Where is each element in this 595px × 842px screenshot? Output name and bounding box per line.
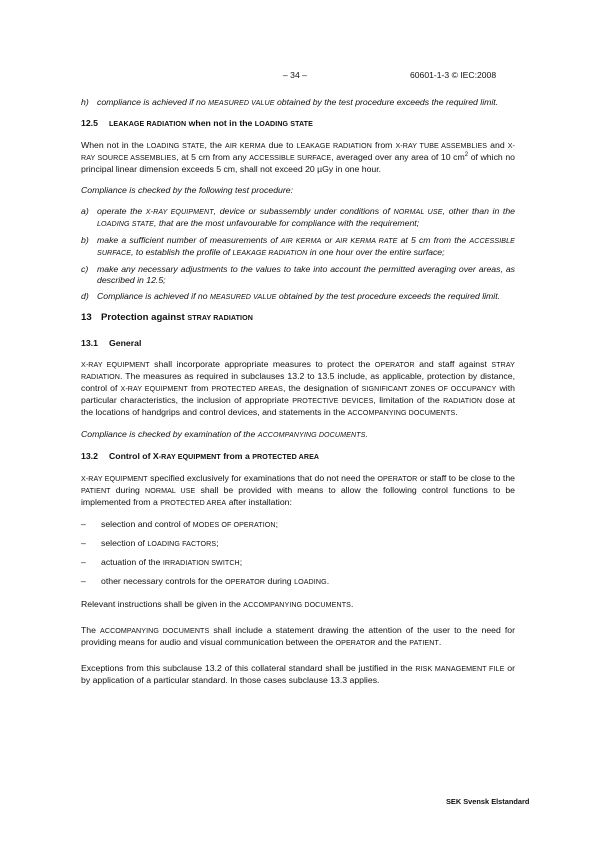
dash-marker: –	[81, 557, 86, 567]
dash-item-irradiation-switch: – actuation of the IRRADIATION SWITCH;	[81, 557, 243, 567]
list-item-a: a) operate the X-RAY EQUIPMENT, device or subassembly under conditions of NORMAL USE, other than in the LOADING STATE, that are the most unfavourable for compliance with the requirement;	[81, 206, 516, 228]
paragraph-12-5: When not in the LOADING STATE, the AIR KERMA due to LEAKAGE RADIATION from X-RAY TUBE ASSEMBLIES and X-RAY SOURCE ASSEMBLIES, at 5 cm from any ACCESSIBLE SURFACE, averaged over any area of 10 $cm^2$ of which no principal linear dimension exceeds 5 cm, shall not exceed 20 µGy in one hour.	[81, 140, 516, 174]
list-marker: d)	[81, 291, 89, 301]
paragraph-13-2: X-RAY EQUIPMENT specified exclusively for examinations that do not need the OPERATOR or staff to be close to the PATIENT during NORMAL USE shall be provided with means to allow the following control functions to be implemented from a PROTECTED AREA after installation:	[81, 473, 516, 507]
list-marker: h)	[81, 97, 89, 107]
list-item-c: c) make any necessary adjustments to the values to take into account the permitted averaging over areas, as described in 12.5;	[81, 264, 515, 285]
dash-item-modes: – selection and control of MODES OF OPERATION;	[81, 519, 279, 529]
list-marker: b)	[81, 235, 89, 245]
footer-publisher: SEK Svensk Elstandard	[446, 797, 530, 806]
list-marker: a)	[81, 206, 89, 216]
paragraph-exceptions: Exceptions from this subclause 13.2 of this collateral standard shall be justified in the RISK MANAGEMENT FILE or by application of a particular standard. In those cases subclause 13.3 applies.	[81, 663, 516, 685]
dash-marker: –	[81, 519, 86, 529]
page-body	[81, 97, 515, 696]
paragraph-relevant-instructions: Relevant instructions shall be given in the ACCOMPANYING DOCUMENTS.	[81, 599, 354, 609]
dash-marker: –	[81, 576, 86, 586]
dash-marker: –	[81, 538, 86, 548]
dash-item-loading-factors: – selection of LOADING FACTORS;	[81, 538, 219, 548]
section-heading-13-2: 13.2 Control of X-RAY EQUIPMENT from a PROTECTED AREA	[81, 451, 320, 461]
page-number: – 34 –	[283, 70, 307, 80]
section-heading-12-5: 12.5 LEAKAGE RADIATION when not in the LOADING STATE	[81, 118, 313, 128]
list-item-b: b) make a sufficient number of measurements of AIR KERMA or AIR KERMA RATE at 5 cm from the ACCESSIBLE SURFACE, to establish the profile of LEAKAGE RADIATION in one hour over the entire surface;	[81, 235, 515, 257]
list-item-d: d) Compliance is achieved if no MEASURED VALUE obtained by the test procedure exceeds the required limit.	[81, 291, 501, 301]
compliance-intro-12-5: Compliance is checked by the following test procedure:	[81, 185, 293, 195]
list-item-h: h) compliance is achieved if no MEASURED VALUE obtained by the test procedure exceeds the required limit.	[81, 97, 499, 107]
paragraph-communication-statement: The ACCOMPANYING DOCUMENTS shall include a statement drawing the attention of the user to the need for providing means for audio and visual communication between the OPERATOR and the PATIENT.	[81, 625, 515, 647]
paragraph-13-1: X-RAY EQUIPMENT shall incorporate appropriate measures to protect the OPERATOR and staff against STRAY RADIATION. The measures as required in subclauses 13.2 to 13.5 include, as applicable, protection by distance, control of X-RAY EQUIPMENT from PROTECTED AREAS, the designation of SIGNIFICANT ZONES OF OCCUPANCY with particular characteristics, the inclusion of appropriate PROTECTIVE DEVICES, limitation of the RADIATION dose at the locations of handgrips and control devices, and statements in the ACCOMPANYING DOCUMENTS.	[81, 359, 515, 417]
compliance-13-1: Compliance is checked by examination of the ACCOMPANYING DOCUMENTS.	[81, 429, 368, 439]
dash-item-other-controls: – other necessary controls for the OPERATOR during LOADING.	[81, 576, 330, 586]
list-marker: c)	[81, 264, 89, 274]
section-heading-13-1: 13.1 General	[81, 338, 142, 348]
standard-reference: 60601-1-3 © IEC:2008	[410, 70, 497, 80]
section-heading-13: 13 Protection against STRAY RADIATION	[81, 312, 253, 323]
